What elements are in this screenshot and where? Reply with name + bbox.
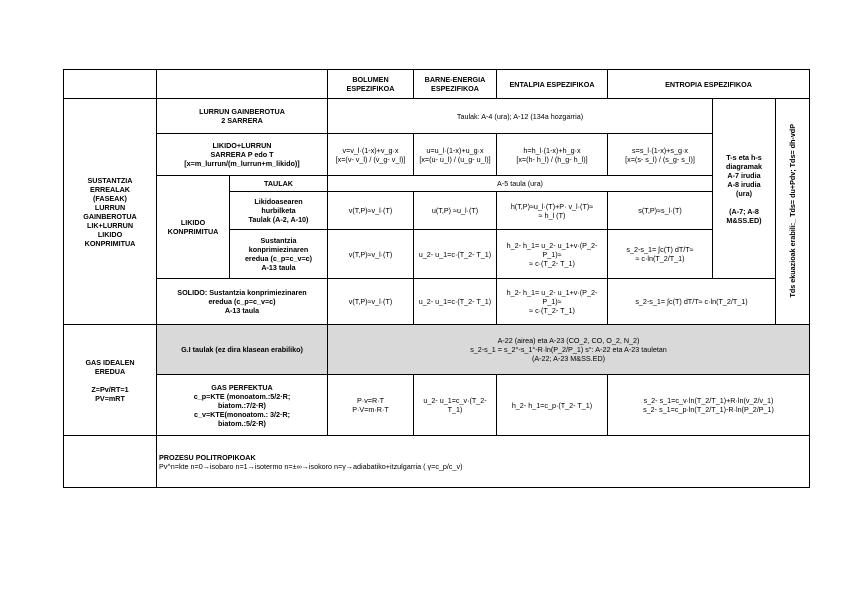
saturated-entropy: s(T,P)≈s_l·(T) (608, 192, 713, 230)
solid-enthalpy: h_2- h_1= u_2- u_1+v·(P_2-P_1)≈ ≈ c·(T_2- T_1) (497, 279, 608, 325)
mixture-label (157, 134, 328, 176)
incompressible-internal-energy: u_2- u_1=c·(T_2- T_1) (414, 230, 497, 279)
mixture-internal-energy: u=u_l·(1-x)+u_g·x [x=(u- u_l) / (u_g- u_l)] (414, 134, 497, 176)
saturated-enthalpy: h(T,P)≈u_l·(T)+P· v_l·(T)≈ ≈ h_l (T) (497, 192, 608, 230)
compressed-tables-label: TAULAK (230, 176, 328, 192)
header-internal-energy: BARNE-ENERGIA ESPEZIFIKOA (414, 70, 497, 99)
real-substances-label: SUSTANTZIA ERREALAK (FASEAK) LURRUN GAINBEROTUA LIK+LURRUN LIKIDO KONPRIMITUA (64, 99, 157, 325)
compressed-liquid-label: LIKIDO KONPRIMITUA (157, 176, 230, 279)
header-blank-1 (64, 70, 157, 99)
polytropic-blank (64, 436, 157, 488)
incompressible-entropy: s_2-s_1= ∫c(T) dT/T≈ ≈ c·ln(T_2/T_1) (608, 230, 713, 279)
header-entropy: ENTROPIA ESPEZIFIKOA (608, 70, 810, 99)
ideal-gas-label: GAS IDEALEN EREDUA Z=Pv/RT=1 PV=mRT (64, 325, 157, 436)
saturated-internal-energy: u(T,P) ≈u_l·(T) (414, 192, 497, 230)
solid-label: SOLIDO: Sustantzia konprimiezinaren eredua (c_p=c_v=c) A-13 taula (157, 279, 328, 325)
mixture-label-text: LIKIDO+LURRUN SARRERA P edo T [x=m_lurrun/(m_lurrun+m_likido)] (184, 141, 300, 168)
incompressible-volume: v(T,P)≈v_l·(T) (328, 230, 414, 279)
mixture-volume: v=v_l·(1-x)+v_g·x [x=(v- v_l) / (v_g- v_l)] (328, 134, 414, 176)
perfect-gas-internal-energy: u_2- u_1=c_v·(T_2- T_1) (414, 375, 497, 436)
perfect-gas-volume: P·v=R·T P·V=m·R·T (328, 375, 414, 436)
solid-internal-energy: u_2- u_1=c·(T_2- T_1) (414, 279, 497, 325)
superheated-label: LURRUN GAINBEROTUA 2 SARRERA (157, 99, 328, 134)
superheated-tables: Taulak: A-4 (ura); A-12 (134a hozgarria) (328, 99, 713, 134)
compressed-tables-value: A-5 taula (ura) (328, 176, 713, 192)
solid-volume: v(T,P)≈v_l·(T) (328, 279, 414, 325)
header-enthalpy: ENTALPIA ESPEZIFIKOA (497, 70, 608, 99)
thermo-summary-table (63, 69, 810, 488)
polytropic-title: PROZESU POLITROPIKOAK (159, 452, 256, 462)
gi-tables-value: A-22 (airea) eta A-23 (CO_2, CO, O_2, N_2) s_2-s_1 = s_2°-s_1°-R·ln(P_2/P_1) s°: A-22 eta A-23 tauletan (A-22; A-23 M&SS.ED) (328, 325, 810, 375)
tds-equations-cell (776, 99, 810, 325)
mixture-entropy: s=s_l·(1-x)+s_g·x [x=(s- s_l) / (s_g- s_l)] (608, 134, 713, 176)
polytropic-cell (157, 436, 810, 488)
incompressible-label: Sustantzia konprimiezinaren eredua (c_p=c_v=c) A-13 taula (230, 230, 328, 279)
solid-entropy: s_2-s_1= ∫c(T) dT/T≈ c·ln(T_2/T_1) (608, 279, 776, 325)
header-volume: BOLUMEN ESPEZIFIKOA (328, 70, 414, 99)
tds-equations-note: Tds ekuazioak erabili:_ Tds= du+Pdv; Tds= dh-vdP (788, 123, 797, 298)
perfect-gas-enthalpy: h_2- h_1=c_p·(T_2- T_1) (497, 375, 608, 436)
ts-diagram-note: T-s eta h-s diagramak A-7 irudia A-8 irudia (ura) (A-7; A-8 M&SS.ED) (713, 99, 776, 279)
incompressible-enthalpy: h_2- h_1= u_2- u_1+v·(P_2-P_1)≈ ≈ c·(T_2- T_1) (497, 230, 608, 279)
header-blank-2 (157, 70, 328, 99)
saturated-volume: v(T,P)≈v_l·(T) (328, 192, 414, 230)
mixture-enthalpy: h=h_l·(1-x)+h_g·x [x=(h- h_l) / (h_g- h_l)] (497, 134, 608, 176)
polytropic-text: Pv^n=kte n=0→isobaro n=1→isotermo n=±∞→isokoro n=γ→adiabatiko+itzulgarria ( γ=c_p/c_v) (159, 461, 463, 471)
perfect-gas-label: GAS PERFEKTUA c_p=KTE (monoatom.:5/2·R; biatom.:7/2·R) c_v=KTE(monoatom.: 3/2·R; biatom.:5/2·R) (157, 375, 328, 436)
gi-tables-label: G.I taulak (ez dira klasean erabiliko) (157, 325, 328, 375)
saturated-approx-label: Likidoasearen hurbilketa Taulak (A-2, A-10) (230, 192, 328, 230)
perfect-gas-entropy: s_2- s_1=c_v·ln(T_2/T_1)+R·ln(v_2/v_1) s_2- s_1=c_p·ln(T_2/T_1)-R·ln(P_2/P_1) (608, 375, 810, 436)
